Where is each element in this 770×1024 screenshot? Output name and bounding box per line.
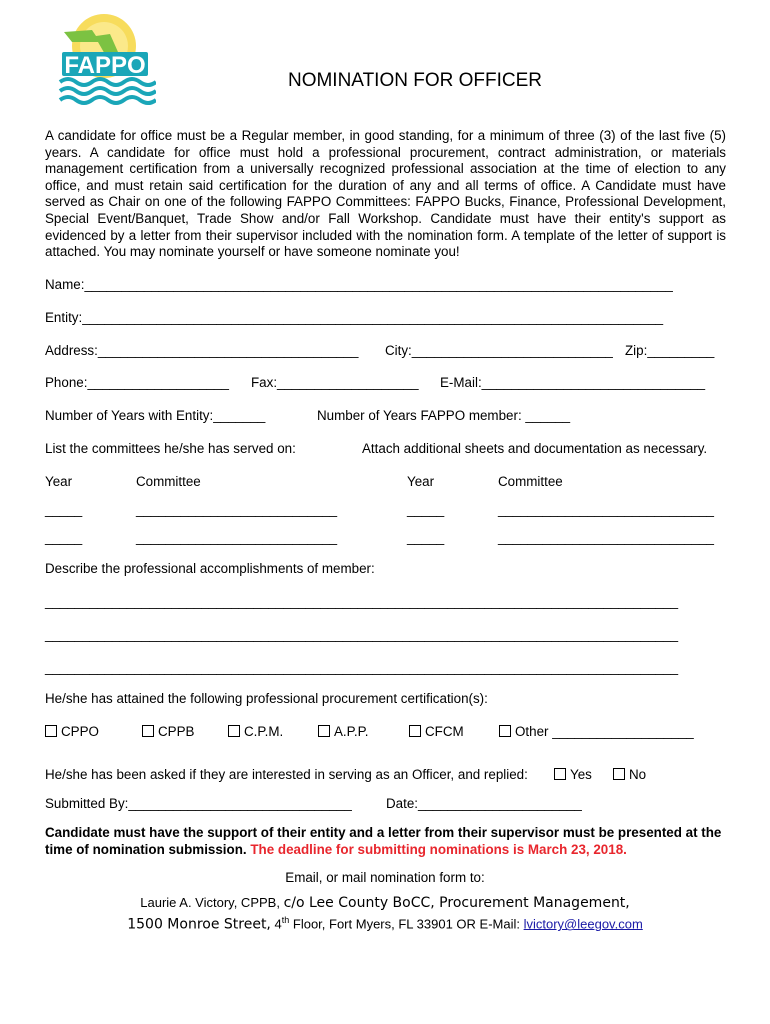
committees-label: List the committees he/she has served on: [45, 441, 296, 456]
city-field[interactable]: City:___________________________ [385, 343, 613, 358]
year-field[interactable]: _____ [407, 530, 445, 545]
accomplishments-label: Describe the professional accomplishments of member: [45, 561, 375, 576]
year-field[interactable]: _____ [407, 502, 445, 517]
answer-no[interactable]: No [613, 767, 646, 782]
date-field[interactable]: Date:______________________ [386, 796, 582, 811]
support-notice: Candidate must have the support of their entity and a letter from their supervisor must be presented at the time of nomination submission. The deadline for submitting nominations is March 23, 2018. [45, 825, 722, 857]
checkbox[interactable] [613, 768, 625, 780]
year-header-right: Year [407, 474, 435, 489]
fax-field[interactable]: Fax:___________________ [251, 375, 419, 390]
email-field[interactable]: E-Mail:______________________________ [440, 375, 706, 390]
cert-option-cppb[interactable]: CPPB [142, 724, 194, 739]
cert-option-app[interactable]: A.P.P. [318, 724, 369, 739]
address-field[interactable]: Address:___________________________________ [45, 343, 359, 358]
checkbox[interactable] [554, 768, 566, 780]
submitted-by-field[interactable]: Submitted By:______________________________ [45, 796, 352, 811]
committee-field[interactable]: ___________________________ [136, 502, 338, 517]
logo-text: FAPPO [64, 52, 146, 79]
submission-instructions: Email, or mail nomination form to: [285, 870, 485, 885]
interest-question: He/she has been asked if they are interested in serving as an Officer, and replied: [45, 767, 528, 782]
cert-option-cfcm[interactable]: CFCM [409, 724, 464, 739]
name-field[interactable]: Name:_______________________________________________________________________________ [45, 277, 673, 292]
year-field[interactable]: _____ [45, 530, 83, 545]
checkbox[interactable] [499, 725, 511, 737]
accomplishments-line[interactable]: _____________________________________________________________________________________ [45, 594, 679, 609]
zip-field[interactable]: Zip:_________ [625, 343, 715, 358]
checkbox[interactable] [45, 725, 57, 737]
entity-field[interactable]: Entity:______________________________________________________________________________ [45, 310, 664, 325]
page-title: NOMINATION FOR OFFICER [287, 70, 543, 91]
committee-header-left: Committee [136, 474, 201, 489]
contact-email-link[interactable]: lvictory@leegov.com [523, 916, 643, 932]
years-fappo-member-field[interactable]: Number of Years FAPPO member: ______ [317, 408, 571, 423]
accomplishments-line[interactable]: _____________________________________________________________________________________ [45, 660, 679, 675]
committee-field[interactable]: ___________________________ [136, 530, 338, 545]
years-with-entity-field[interactable]: Number of Years with Entity:_______ [45, 408, 266, 423]
phone-field[interactable]: Phone:___________________ [45, 375, 229, 390]
answer-yes[interactable]: Yes [554, 767, 592, 782]
deadline-notice: The deadline for submitting nominations is March 23, 2018. [250, 842, 627, 857]
certifications-label: He/she has attained the following professional procurement certification(s): [45, 691, 488, 706]
eligibility-paragraph: A candidate for office must be a Regular member, in good standing, for a minimum of three (3) of the last five (5) years. A candidate for office must hold a professional procurement, contract administration, or materials management certification from a universally recognized professional association at the time of election to any office, and must retain said certification for the duration of any and all terms of office. A Candidate must have served as Chair on one of the following FAPPO Committees: FAPPO Bucks, Finance, Professional Development, Special Event/Banquet, Trade Show and/or Fall Workshop. Candidate must have their entity's support as evidenced by a letter from their supervisor included with the nomination form. A template of the letter of support is attached. You may nominate yourself or have someone nominate you! [45, 128, 726, 260]
year-header-left: Year [45, 474, 73, 489]
fappo-logo [52, 12, 156, 108]
cert-option-cpm[interactable]: C.P.M. [228, 724, 283, 739]
cert-option-other[interactable]: Other ___________________ [499, 724, 694, 739]
committee-field[interactable]: _____________________________ [498, 530, 714, 545]
contact-address-line: 1500 Monroe Street, 4th Floor, Fort Myers, FL 33901 OR E-Mail: lvictory@leegov.com [127, 915, 643, 933]
committee-field[interactable]: _____________________________ [498, 502, 714, 517]
checkbox[interactable] [142, 725, 154, 737]
checkbox[interactable] [409, 725, 421, 737]
committee-header-right: Committee [498, 474, 563, 489]
attach-note: Attach additional sheets and documentation as necessary. [362, 441, 708, 456]
cert-option-cppo[interactable]: CPPO [45, 724, 99, 739]
checkbox[interactable] [228, 725, 240, 737]
accomplishments-line[interactable]: _____________________________________________________________________________________ [45, 627, 679, 642]
checkbox[interactable] [318, 725, 330, 737]
year-field[interactable]: _____ [45, 502, 83, 517]
contact-name-line: Laurie A. Victory, CPPB, c/o Lee County BoCC, Procurement Management, [140, 895, 630, 911]
